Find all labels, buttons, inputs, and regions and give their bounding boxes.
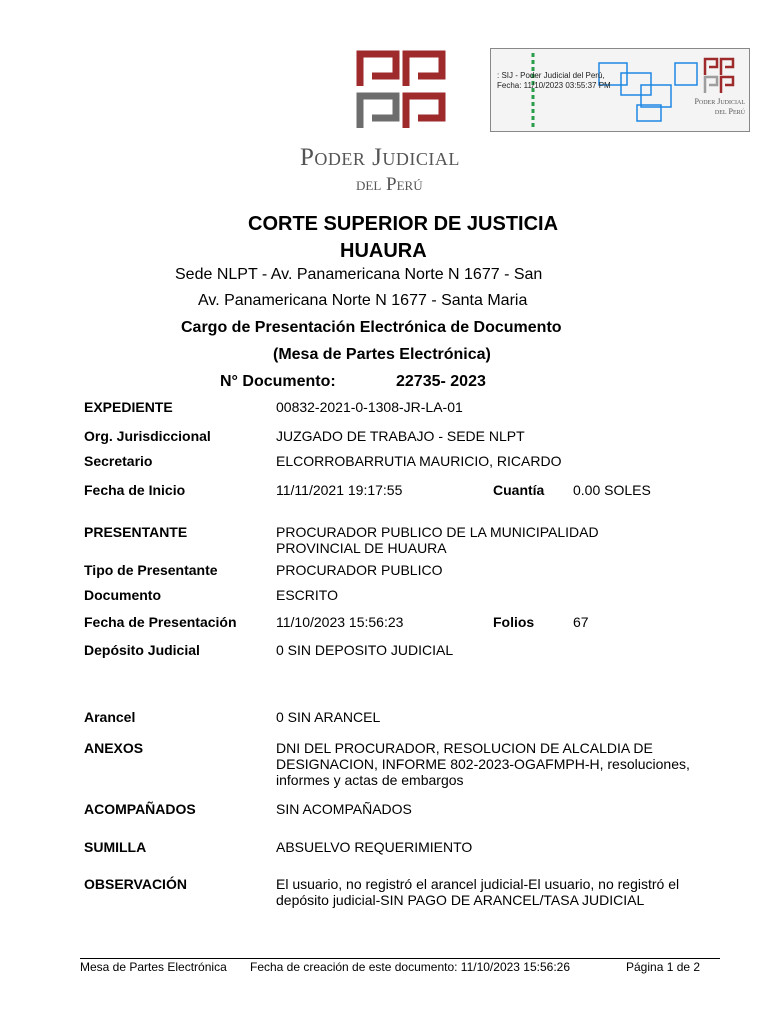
fecha-presentacion-value: 11/10/2023 15:56:23	[276, 614, 404, 630]
digital-signature-stamp	[490, 48, 750, 132]
sumilla-value: ABSUELVO REQUERIMIENTO	[276, 839, 473, 855]
poder-judicial-logo	[356, 50, 448, 132]
document-number: 22735- 2023	[396, 373, 486, 390]
court-subtitle: HUAURA	[340, 240, 427, 262]
anexos-value: DNI DEL PROCURADOR, RESOLUCION DE ALCALDIA DE DESIGNACION, INFORME 802-2023-OGAFMPH-H, resoluciones, informes y actas de embargos	[276, 740, 690, 788]
secretario-label: Secretario	[84, 453, 153, 469]
document-number-label: N° Documento:	[220, 373, 336, 390]
presentante-value: PROCURADOR PUBLICO DE LA MUNICIPALIDAD PROVINCIAL DE HUAURA	[276, 524, 599, 556]
document-subheading: (Mesa de Partes Electrónica)	[273, 346, 491, 363]
brand-name: Poder Judicial	[300, 144, 460, 171]
anexos-label: ANEXOS	[84, 740, 144, 756]
presentante-label: PRESENTANTE	[84, 524, 188, 540]
footer-divider	[80, 958, 720, 959]
footer-page-number: Página 1 de 2	[626, 960, 701, 974]
signature-text: : SIJ - Poder Judicial del Perú, Fecha: 11/10/2023 03:55:37 PM	[497, 71, 611, 90]
tipo-presentante-value: PROCURADOR PUBLICO	[276, 562, 443, 578]
deposito-value: 0 SIN DEPOSITO JUDICIAL	[276, 642, 454, 658]
documento-value: ESCRITO	[276, 587, 338, 603]
secretario-value: ELCORROBARRUTIA MAURICIO, RICARDO	[276, 453, 562, 469]
court-title: CORTE SUPERIOR DE JUSTICIA	[248, 213, 559, 235]
org-label: Org. Jurisdiccional	[84, 428, 211, 444]
observacion-label: OBSERVACIÓN	[84, 876, 187, 892]
fecha-inicio-value: 11/11/2021 19:17:55	[276, 482, 403, 498]
acompanados-label: ACOMPAÑADOS	[84, 801, 196, 817]
arancel-label: Arancel	[84, 709, 136, 725]
deposito-label: Depósito Judicial	[84, 642, 200, 658]
cuantia-value: 0.00 SOLES	[573, 482, 651, 498]
org-value: JUZGADO DE TRABAJO - SEDE NLPT	[276, 428, 525, 444]
expediente-label: EXPEDIENTE	[84, 399, 173, 415]
signature-logo-text: Poder Judicial del Perú	[694, 97, 745, 116]
footer-source: Mesa de Partes Electrónica	[80, 960, 227, 974]
arancel-value: 0 SIN ARANCEL	[276, 709, 381, 725]
cuantia-label: Cuantía	[493, 482, 545, 498]
address-line-1: Sede NLPT - Av. Panamericana Norte N 1677 - San	[175, 266, 543, 283]
tipo-presentante-label: Tipo de Presentante	[84, 562, 218, 578]
folios-label: Folios	[493, 614, 535, 630]
folios-value: 67	[573, 614, 589, 630]
acompanados-value: SIN ACOMPAÑADOS	[276, 801, 412, 817]
address-line-2: Av. Panamericana Norte N 1677 - Santa Maria	[198, 292, 528, 309]
fecha-inicio-label: Fecha de Inicio	[84, 482, 186, 498]
brand-subtitle: del Perú	[356, 174, 423, 195]
expediente-value: 00832-2021-0-1308-JR-LA-01	[276, 399, 463, 415]
fecha-presentacion-label: Fecha de Presentación	[84, 614, 237, 630]
sumilla-label: SUMILLA	[84, 839, 147, 855]
observacion-value: El usuario, no registró el arancel judicial-El usuario, no registró el depósito judicial-SIN PAGO DE ARANCEL/TASA JUDICIAL	[276, 876, 680, 908]
documento-label: Documento	[84, 587, 161, 603]
document-heading: Cargo de Presentación Electrónica de Documento	[181, 319, 562, 336]
footer-creation-date: Fecha de creación de este documento: 11/10/2023 15:56:26	[250, 960, 571, 974]
